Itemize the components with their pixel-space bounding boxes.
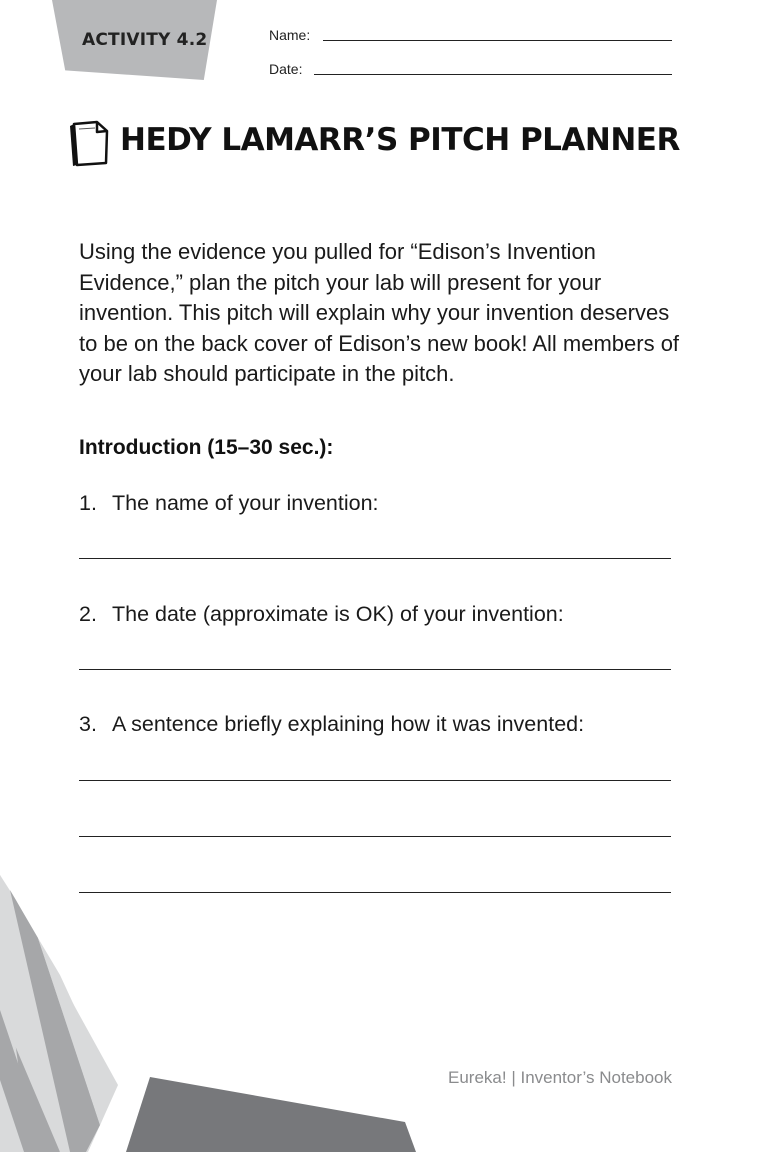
intro-paragraph: Using the evidence you pulled for “Edison’s Invention Evidence,” plan the pitch your lab will present for your invention. This pitch will explain why your invention deserves to be on the back cover of Edison’s new book! All members of your lab should participate in the pitch.	[79, 239, 680, 386]
name-field[interactable]	[323, 40, 672, 41]
answer-line-2[interactable]	[79, 669, 671, 670]
question-number: 2.	[79, 602, 97, 626]
question-3	[79, 712, 584, 737]
question-number: 3.	[79, 712, 97, 736]
page-title: HEDY LAMARR’S PITCH PLANNER	[120, 122, 680, 158]
activity-label: ACTIVITY 4.2	[82, 30, 208, 50]
answer-line-3b[interactable]	[79, 836, 671, 837]
question-1	[79, 491, 379, 516]
question-2	[79, 602, 564, 627]
document-icon	[66, 119, 110, 167]
question-text: The name of your invention:	[112, 491, 379, 515]
date-label: Date:	[269, 61, 303, 77]
footer-text: Eureka! | Inventor’s Notebook	[448, 1068, 672, 1087]
answer-line-1[interactable]	[79, 558, 671, 559]
question-number: 1.	[79, 491, 97, 515]
answer-line-3a[interactable]	[79, 780, 671, 781]
question-text: A sentence briefly explaining how it was invented:	[112, 712, 585, 736]
date-field[interactable]	[314, 74, 672, 75]
name-label: Name:	[269, 27, 311, 43]
section-heading: Introduction (15–30 sec.):	[79, 436, 334, 459]
answer-line-3c[interactable]	[79, 892, 671, 893]
question-text: The date (approximate is OK) of your invention:	[112, 602, 564, 626]
